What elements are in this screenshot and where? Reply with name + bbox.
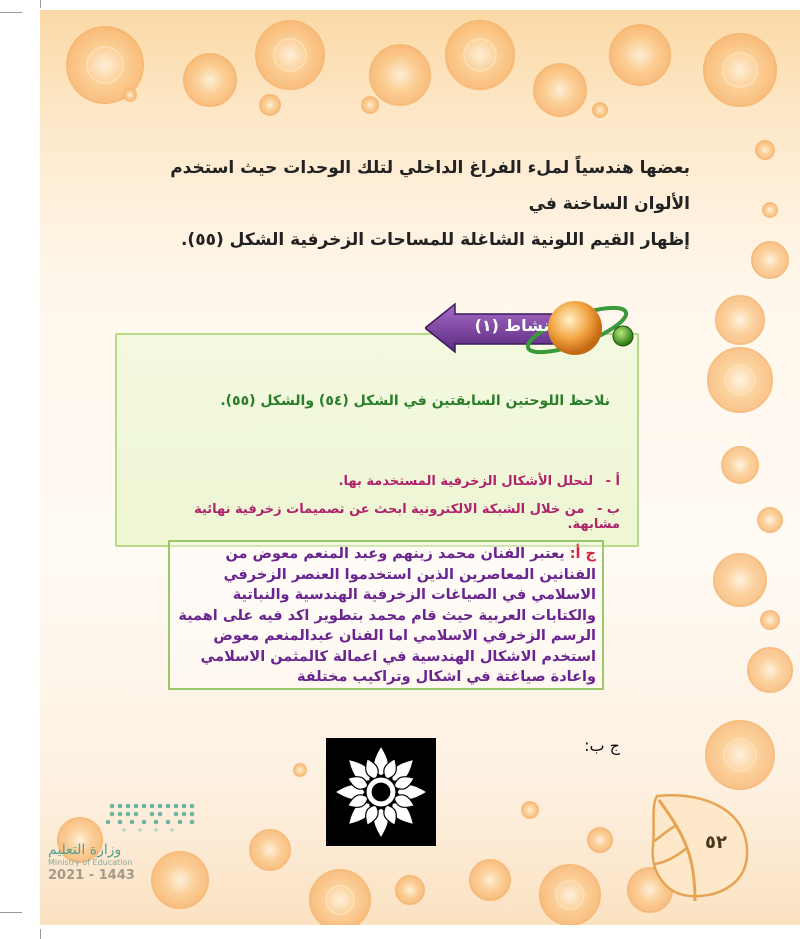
crop-mark-bottom-left-v [40,929,41,939]
item-b-text: من خلال الشبكة الالكترونية ابحث عن تصميمات زخرفية نهائية مشابهة. [194,502,620,532]
answer-a-prefix: ج أ: [569,546,596,562]
item-a-letter: أ - [605,474,620,489]
item-b-letter: ب - [597,502,620,517]
activity-intro: نلاحظ اللوحتين السابقتين في الشكل (٥٤) والشكل (٥٥). [220,393,610,409]
ministry-name-en: Ministry of Education [48,858,133,867]
answer-a-box [168,540,604,690]
islamic-motif-image [326,738,436,846]
answer-a-text: يعتبر الفنان محمد زينهم وعبد المنعم معوض من الفنانين المعاصرين الذين استخدموا العنصر الزخرفي الاسلامي في الصياغات الزخرفية الهندسية والنباتية والكتابات العربية حيث قام محمد بتطوير اكد فيه على اهمية الرسم الزخرفي الاسلامي اما الفنان عبدالمنعم معوض استخدم الاشكال الهندسية في اعمالة كالمثمن الاسلامي واعادة صياغتة في اشكال وتراكيب مختلفة [178,546,596,685]
answer-b-label: ج ب: [584,736,620,755]
body-paragraph [110,150,690,258]
activity-item-a [140,474,620,489]
item-a-text: لنحلل الأشكال الزخرفية المستخدمة بها. [338,474,594,489]
crop-mark-bottom-left [0,912,22,913]
activity-item-b [140,502,620,532]
ministry-name-ar: وزارة التعليم [48,842,122,858]
ministry-years: 2021 - 1443 [48,868,135,883]
crop-mark-top-left-v [40,0,41,8]
activity-badge-label: نشاط (١) [474,316,550,335]
page-number: ٥٢ [705,832,727,853]
paragraph-line-1: بعضها هندسياً لملء الفراغ الداخلي لتلك الوحدات حيث استخدم الألوان الساخنة في [170,158,690,214]
crop-mark-top-left [0,12,22,13]
paragraph-line-2: إظهار القيم اللونية الشاغلة للمساحات الزخرفية الشكل (٥٥). [180,230,690,250]
